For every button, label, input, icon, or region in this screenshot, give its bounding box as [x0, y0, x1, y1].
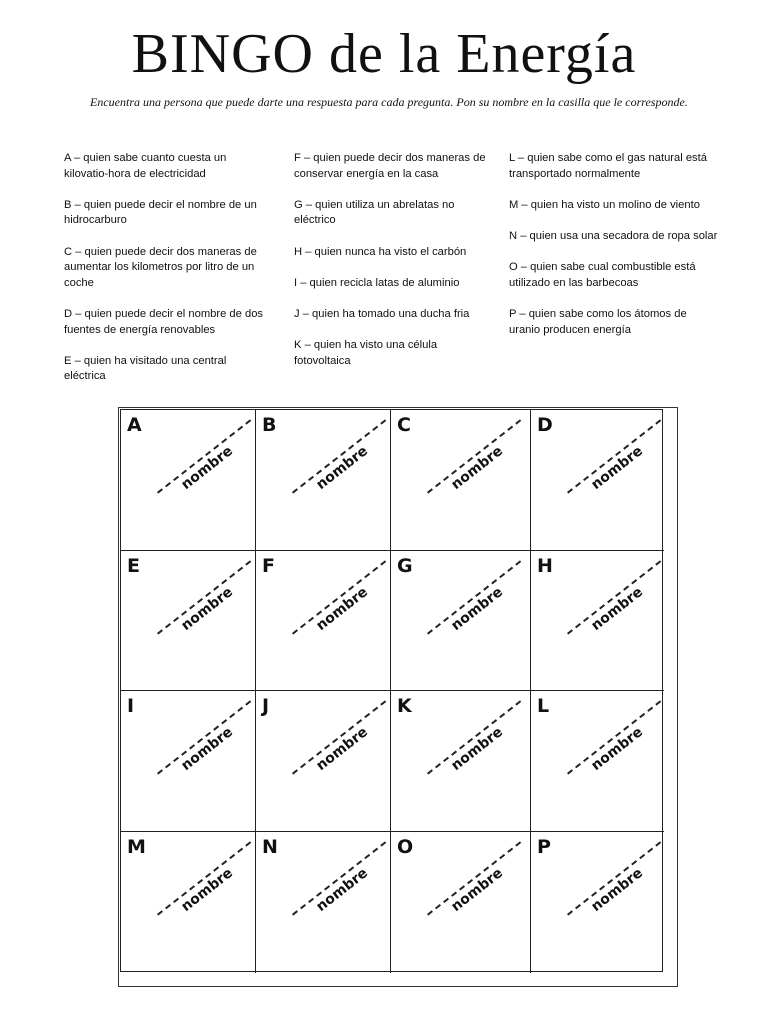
- dashed-name-line: [567, 700, 661, 774]
- instructions: Encuentra una persona que puede darte una respuesta para cada pregunta. Pon su nombre en la casilla que le corresponde.: [90, 95, 688, 109]
- cell-letter: D: [537, 414, 553, 436]
- cell-letter: J: [262, 695, 270, 717]
- question-p: P – quien sabe como los átomos de uranio producen energía: [509, 307, 687, 336]
- nombre-label: nombre: [448, 865, 506, 915]
- name-slot[interactable]: [567, 418, 664, 508]
- dashed-name-line: [567, 419, 661, 493]
- bingo-cell-b[interactable]: [256, 410, 391, 551]
- bingo-cell-m[interactable]: [121, 832, 256, 973]
- cell-letter: G: [397, 555, 413, 577]
- question-b: B – quien puede decir el nombre de un hidrocarburo: [64, 198, 257, 227]
- bingo-cell-o[interactable]: [391, 832, 531, 973]
- dashed-name-line: [427, 700, 521, 774]
- bingo-grid: [120, 409, 663, 972]
- nombre-label: nombre: [178, 724, 236, 774]
- cell-letter: B: [262, 414, 277, 436]
- dashed-name-line: [157, 560, 251, 634]
- bingo-cell-g[interactable]: [391, 551, 531, 691]
- question-o: O – quien sabe cual combustible está utilizado en las barbecoas: [509, 261, 696, 289]
- question-h: H – quien nunca ha visto el carbón: [294, 245, 467, 258]
- dashed-name-line: [292, 841, 386, 915]
- bingo-cell-a[interactable]: [121, 410, 256, 551]
- bingo-cell-p[interactable]: [531, 832, 664, 973]
- nombre-label: nombre: [588, 865, 646, 915]
- name-slot[interactable]: [567, 699, 664, 789]
- bingo-cell-f[interactable]: [256, 551, 391, 691]
- dashed-name-line: [157, 700, 251, 774]
- dashed-name-line: [292, 560, 386, 634]
- bingo-cell-j[interactable]: [256, 691, 391, 832]
- question-c: C – quien puede decir dos maneras de aumentar los kilometros por litro de un coche: [64, 245, 257, 289]
- bingo-cell-l[interactable]: [531, 691, 664, 832]
- dashed-name-line: [292, 700, 386, 774]
- question-a: A – quien sabe cuanto cuesta un kilovatio-hora de electricidad: [64, 152, 227, 180]
- question-e: E – quien ha visitado una central eléctrica: [64, 354, 227, 383]
- nombre-label: nombre: [313, 584, 371, 634]
- dashed-name-line: [292, 419, 386, 493]
- name-slot[interactable]: [157, 840, 256, 930]
- nombre-label: nombre: [178, 865, 236, 915]
- name-slot[interactable]: [427, 418, 531, 508]
- name-slot[interactable]: [567, 559, 664, 649]
- name-slot[interactable]: [157, 699, 256, 789]
- cell-letter: P: [537, 836, 551, 858]
- dashed-name-line: [427, 841, 521, 915]
- cell-letter: M: [127, 836, 146, 858]
- bingo-cell-k[interactable]: [391, 691, 531, 832]
- question-n: N – quien usa una secadora de ropa solar: [509, 229, 718, 242]
- question-k: K – quien ha visto una célula fotovoltaica: [294, 339, 438, 367]
- cell-letter: N: [262, 836, 278, 858]
- name-slot[interactable]: [292, 699, 391, 789]
- question-f: F – quien puede decir dos maneras de conservar energía en la casa: [294, 152, 486, 180]
- cell-letter: K: [397, 695, 412, 717]
- name-slot[interactable]: [427, 559, 531, 649]
- dashed-name-line: [157, 419, 251, 493]
- bingo-cell-n[interactable]: [256, 832, 391, 973]
- cell-letter: E: [127, 555, 140, 577]
- nombre-label: nombre: [448, 443, 506, 493]
- nombre-label: nombre: [588, 443, 646, 493]
- name-slot[interactable]: [427, 699, 531, 789]
- bingo-cell-c[interactable]: [391, 410, 531, 551]
- cell-letter: A: [127, 414, 142, 436]
- dashed-name-line: [567, 841, 661, 915]
- nombre-label: nombre: [448, 724, 506, 774]
- dashed-name-line: [567, 560, 661, 634]
- questions-column-3: [509, 151, 719, 354]
- question-d: D – quien puede decir el nombre de dos fuentes de energía renovables: [64, 307, 264, 336]
- cell-letter: C: [397, 414, 411, 436]
- nombre-label: nombre: [588, 584, 646, 634]
- bingo-cell-d[interactable]: [531, 410, 664, 551]
- name-slot[interactable]: [292, 559, 391, 649]
- question-l: L – quien sabe como el gas natural está transportado normalmente: [509, 152, 707, 180]
- nombre-label: nombre: [313, 865, 371, 915]
- page-title: BINGO de la Energía: [131, 23, 637, 85]
- cell-letter: I: [127, 695, 135, 717]
- bingo-cell-h[interactable]: [531, 551, 664, 691]
- nombre-label: nombre: [313, 724, 371, 774]
- nombre-label: nombre: [178, 443, 236, 493]
- questions-column-2: [294, 151, 490, 385]
- nombre-label: nombre: [313, 443, 371, 493]
- dashed-name-line: [157, 841, 251, 915]
- name-slot[interactable]: [157, 559, 256, 649]
- question-j: J – quien ha tomado una ducha fria: [294, 307, 470, 320]
- cell-letter: F: [262, 555, 275, 577]
- dashed-name-line: [427, 419, 521, 493]
- name-slot[interactable]: [567, 840, 664, 930]
- name-slot[interactable]: [292, 418, 391, 508]
- name-slot[interactable]: [157, 418, 256, 508]
- nombre-label: nombre: [588, 724, 646, 774]
- name-slot[interactable]: [427, 840, 531, 930]
- bingo-cell-i[interactable]: [121, 691, 256, 832]
- question-m: M – quien ha visto un molino de viento: [509, 198, 700, 211]
- nombre-label: nombre: [178, 584, 236, 634]
- bingo-cell-e[interactable]: [121, 551, 256, 691]
- nombre-label: nombre: [448, 584, 506, 634]
- name-slot[interactable]: [292, 840, 391, 930]
- cell-letter: L: [537, 695, 550, 717]
- questions-column-1: [64, 151, 270, 401]
- cell-letter: H: [537, 555, 553, 577]
- cell-letter: O: [397, 836, 414, 858]
- dashed-name-line: [427, 560, 521, 634]
- question-g: G – quien utiliza un abrelatas no eléctrico: [294, 198, 455, 227]
- question-i: I – quien recicla latas de aluminio: [294, 276, 460, 289]
